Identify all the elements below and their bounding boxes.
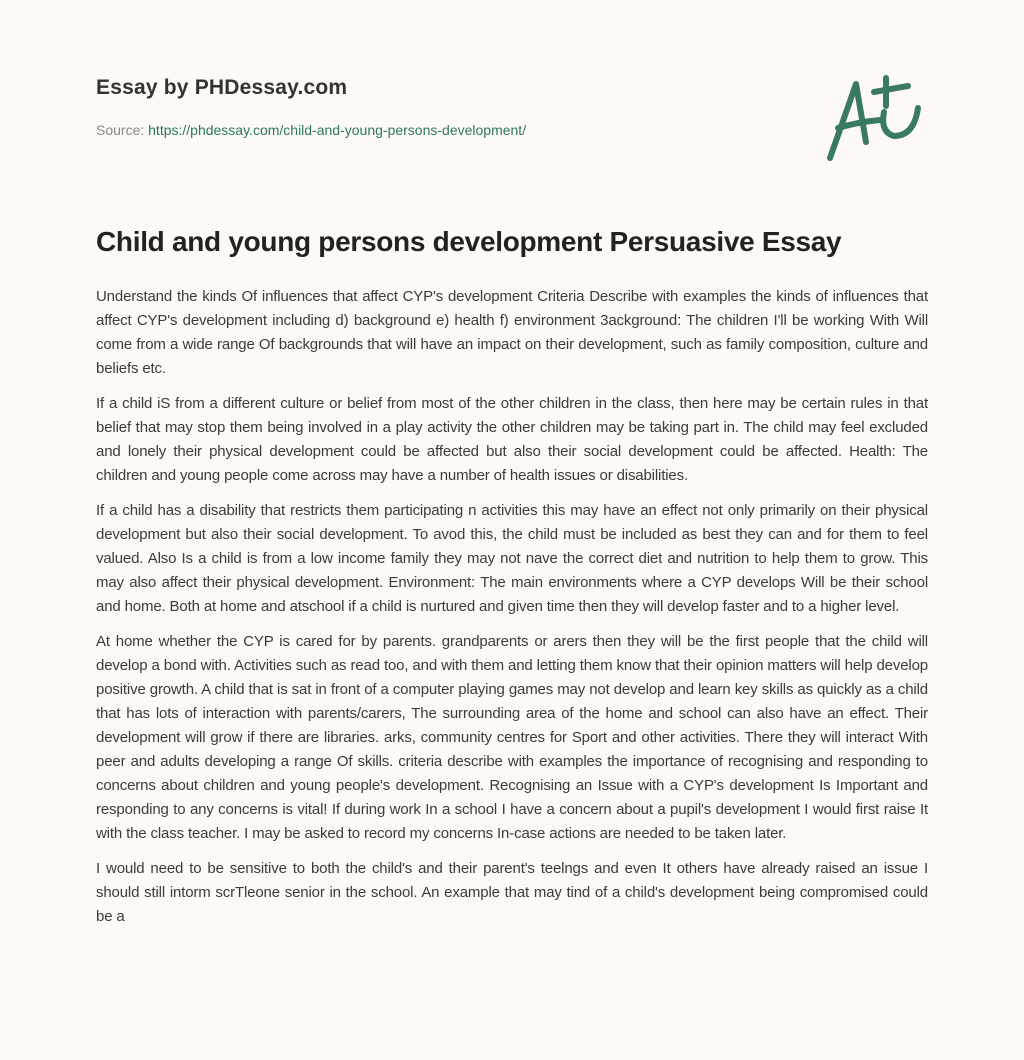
essay-paragraph: I would need to be sensitive to both the child's and their parent's teelngs and even It others have already raised an issue I should still intorm scrTleone senior in the school. An example that may tind of a child's development being compromised could be a (96, 860, 928, 925)
brand-title: Essay by PHDessay.com (96, 76, 348, 99)
essay-paragraph: Understand the kinds Of influences that affect CYP's development Criteria Describe with examples the kinds of influences that affect CYP's development including d) background e) health f) environment 3ackground: The children I'll be working With Will come from a wide range Of backgrounds that will have an impact on their development, such as family composition, culture and beliefs etc. (96, 288, 928, 377)
essay-title: Child and young persons development Persuasive Essay (96, 226, 842, 257)
essay-paragraph: At home whether the CYP is cared for by parents. grandparents or arers then they will be the first people that the child will develop a bond with. Activities such as read too, and with them and letting them know that their opinion matters will help develop positive growth. A child that is sat in front of a computer playing games may not develop and learn key skills as quickly as a child that has lots of interaction with parents/carers, The surrounding area of the home and school can also have an effect. Their development will grow if there are libraries. arks, community centres for Sport and other activities. There they will interact With peer and adults developing a range Of skills. criteria describe with examples the importance of recognising and responding to concerns about children and young people's development. Recognising an Issue with a CYP's development Is Important and responding to any concerns is vital! If during work In a school I have a concern about a pupil's development I would first raise It with the class teacher. I may be asked to record my concerns In-case actions are needed to be taken later. (96, 633, 928, 842)
a-plus-logo-icon (818, 70, 928, 165)
source-link[interactable]: https://phdessay.com/child-and-young-persons-development/ (148, 122, 527, 138)
essay-body (96, 285, 928, 940)
essay-paragraph: If a child iS from a different culture or belief from most of the other children in the class, then here may be certain rules in that belief that may stop them being involved in a play activity the other children may be taking part in. The child may feel excluded and lonely their physical development could be affected but also their social development could be affected. Health: The children and young people come across may have a number of health issues or disabilities. (96, 395, 928, 484)
essay-header (96, 76, 928, 138)
source-label: Source: (96, 122, 149, 138)
essay-paragraph: If a child has a disability that restricts them participating n activities this may have an effect not only primarily on their physical development but also their social development. To avod this, the child must be included as best they can and for them to feel valued. Also Is a child is from a low income family they may not nave the correct diet and nutrition to help them to grow. This may also affect their physical development. Environment: The main environments where a CYP develops Will be their school and home. Both at home and atschool if a child is nurtured and given time then they will develop faster and to a higher level. (96, 502, 928, 615)
source-line (96, 122, 928, 138)
